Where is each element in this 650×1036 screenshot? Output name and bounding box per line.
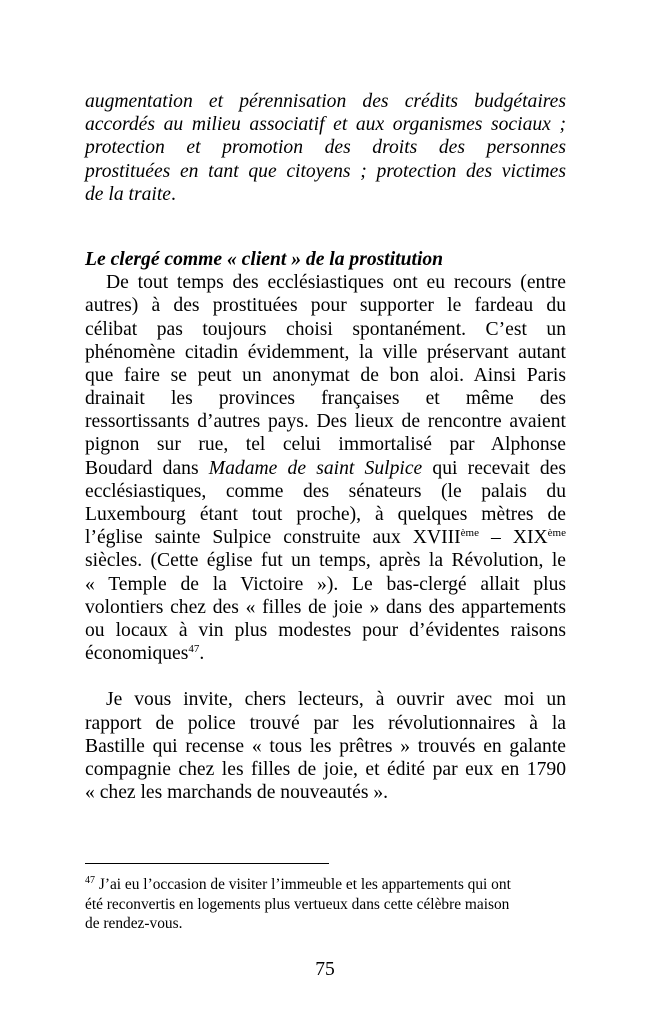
line17-text: économiques: [85, 643, 189, 665]
body-line: pignon sur rue, tel celui immortalisé par Alphonse: [85, 434, 566, 456]
body-line: rapport de police trouvé par les révolutionnaires à la: [85, 712, 566, 734]
body-line: Bastille qui recense « tous les prêtres » trouvés en galante: [85, 735, 566, 757]
line9-after: qui recevait des: [422, 457, 566, 479]
body-line: drainait les provinces françaises et même des: [85, 388, 566, 410]
body-line: ou locaux à vin plus modestes pour d’évidentes raisons: [85, 619, 566, 641]
body-line: compagnie chez les filles de joie, et édité par eux en 1790: [85, 758, 566, 780]
footnote-line: [85, 875, 566, 895]
book-title: Madame de saint Sulpice: [208, 457, 423, 479]
intro-line: augmentation et pérennisation des crédits budgétaires: [85, 91, 566, 112]
paragraph-1: [85, 271, 566, 665]
paragraph-2: [85, 688, 566, 804]
body-line: que faire se peut un anonymat de bon aloi. Ainsi Paris: [85, 364, 566, 386]
body-line: [85, 526, 566, 549]
section-title: Le clergé comme « client » de la prostitution: [85, 248, 444, 270]
line12-before: l’église sainte Sulpice construite aux XVIII: [85, 527, 461, 549]
line17-end: .: [199, 643, 205, 665]
body-line: Je vous invite, chers lecteurs, à ouvrir avec moi un: [106, 689, 566, 711]
century-superscript: ème: [547, 527, 566, 540]
footnote-text: J’ai eu l’occasion de visiter l’immeuble et les appartements qui ont: [95, 876, 511, 893]
line9-before: Boudard dans: [85, 457, 209, 479]
body-line: autres) à des prostituées pour supporter le fardeau du: [85, 295, 566, 317]
footnote-number: 47: [85, 875, 95, 886]
body-line: ecclésiastiques, comme des sénateurs (le palais du: [85, 480, 566, 502]
footnote-reference[interactable]: 47: [188, 643, 200, 656]
body-line: « chez les marchands de nouveautés ».: [85, 782, 389, 804]
body-line: Luxembourg étant tout proche), à quelques mètres de: [85, 504, 566, 525]
body-line: célibat pas toujours choisi spontanément. C’est un: [85, 318, 566, 340]
intro-paragraph: [85, 90, 566, 206]
page-number: 75: [315, 959, 335, 980]
line12-between: – XIX: [479, 527, 548, 549]
footnote-line: de rendez-vous.: [85, 915, 183, 933]
century-superscript: ème: [460, 527, 479, 540]
intro-line: accordés au milieu associatif et aux organismes sociaux ;: [85, 114, 566, 136]
body-line: siècles. (Cette église fut un temps, après la Révolution, le: [85, 550, 566, 572]
intro-line: [85, 183, 566, 206]
intro-line: prostituées en tant que citoyens ; protection des victimes: [85, 160, 566, 182]
body-line: [85, 457, 566, 480]
page-body: [85, 90, 566, 804]
intro-final-period: .: [170, 183, 176, 205]
body-line: volontiers chez des « filles de joie » dans des appartements: [85, 596, 566, 618]
footnote-line: été reconvertis en logements plus vertueux dans cette célèbre maison: [85, 895, 510, 913]
footnote: [85, 875, 566, 934]
body-line: De tout temps des ecclésiastiques ont eu recours (entre: [106, 272, 566, 294]
footnote-divider: [85, 863, 329, 864]
intro-line: protection et promotion des droits des personnes: [85, 137, 566, 159]
intro-last-text: de la traite: [85, 183, 171, 205]
body-line: « Temple de la Victoire »). Le bas-clergé allait plus: [85, 573, 566, 595]
body-line: ressortissants d’autres pays. Des lieux de rencontre avaient: [85, 411, 566, 433]
body-line: [85, 642, 566, 665]
body-line: phénomène citadin évidemment, la ville préservant autant: [85, 341, 566, 363]
